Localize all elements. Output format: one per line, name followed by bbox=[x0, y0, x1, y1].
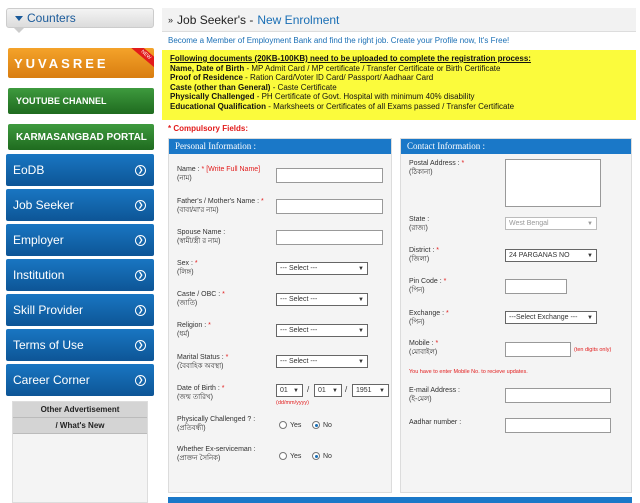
nav-item-skill-provider[interactable] bbox=[6, 294, 154, 326]
radio-selected-icon bbox=[312, 452, 320, 460]
mobile-label: Mobile : * (মোবাইল) bbox=[409, 340, 439, 356]
karmasangbad-portal-label: KARMASANGBAD PORTAL bbox=[16, 131, 147, 143]
page-title bbox=[162, 8, 636, 32]
chevron-down-icon: ▼ bbox=[587, 252, 593, 259]
chevron-right-icon: ❯ bbox=[135, 200, 146, 211]
physically-challenged-label: Physically Challenged ? : (প্রতিবন্ধী) bbox=[177, 416, 256, 432]
karmasangbad-portal-button[interactable] bbox=[8, 124, 154, 150]
email-label: E-mail Address : (ই-মেল) bbox=[409, 387, 460, 403]
youtube-channel-label: YOUTUBE CHANNEL bbox=[16, 96, 107, 106]
chevron-down-icon: ▼ bbox=[358, 358, 364, 365]
personal-information-panel bbox=[168, 138, 392, 493]
nav-label: Terms of Use bbox=[13, 338, 84, 352]
state-label: State : (রাজ্য) bbox=[409, 216, 430, 232]
main-content bbox=[162, 8, 636, 503]
marital-status-select[interactable]: --- Select --- ▼ bbox=[276, 355, 368, 368]
name-label: Name : * [Write Full Name] (নাম) bbox=[177, 166, 261, 182]
marital-status-label: Marital Status : * (বৈবাহিক অবস্থা) bbox=[177, 354, 229, 370]
radio-icon bbox=[279, 452, 287, 460]
chevron-right-icon: ❯ bbox=[135, 305, 146, 316]
spouse-name-label: Spouse Name : (স্বামী/স্ত্রী র নাম) bbox=[177, 229, 226, 245]
chevron-right-icon: ❯ bbox=[135, 235, 146, 246]
postal-address-textarea[interactable] bbox=[505, 159, 601, 207]
nav-label: Job Seeker bbox=[13, 198, 74, 212]
chevron-right-icon: ❯ bbox=[135, 340, 146, 351]
nav-item-eodb[interactable] bbox=[6, 154, 154, 186]
chevron-down-icon: ▼ bbox=[587, 220, 593, 227]
counters-header[interactable] bbox=[6, 8, 154, 28]
spouse-name-input[interactable] bbox=[276, 230, 383, 245]
chevron-right-icon: ❯ bbox=[135, 165, 146, 176]
district-select[interactable]: 24 PARGANAS NO ▼ bbox=[505, 249, 597, 262]
pin-code-input[interactable] bbox=[505, 279, 567, 294]
father-name-label: Father's / Mother's Name : * (বাবা/মা'র নাম) bbox=[177, 198, 264, 214]
pin-code-label: Pin Code : * (পিন) bbox=[409, 278, 447, 294]
counters-notch bbox=[14, 28, 24, 33]
father-name-input[interactable] bbox=[276, 199, 383, 214]
chevron-down-icon: ▼ bbox=[332, 387, 338, 394]
counters-label: Counters bbox=[27, 11, 76, 25]
ex-serviceman-label: Whether Ex-serviceman : (প্রাক্তন সৈনিক) bbox=[177, 446, 256, 462]
sex-select[interactable]: --- Select --- ▼ bbox=[276, 262, 368, 275]
religion-label: Religion : * (ধর্ম) bbox=[177, 322, 211, 338]
mobile-input[interactable] bbox=[505, 342, 571, 357]
radio-selected-icon bbox=[312, 421, 320, 429]
other-advertisement-box bbox=[12, 401, 148, 503]
yuvasree-label: YUVASREE bbox=[14, 55, 109, 71]
caste-select[interactable]: --- Select --- ▼ bbox=[276, 293, 368, 306]
radio-icon bbox=[279, 421, 287, 429]
dob-year-select[interactable]: 1951 ▼ bbox=[352, 384, 389, 397]
mobile-digits-hint: (ten digits only) bbox=[574, 347, 612, 353]
bottom-panel-header bbox=[168, 497, 632, 503]
triangle-down-icon bbox=[15, 16, 23, 21]
nav-item-job-seeker[interactable] bbox=[6, 189, 154, 221]
new-tag: NEW bbox=[130, 48, 154, 70]
state-select[interactable]: West Bengal ▼ bbox=[505, 217, 597, 230]
doc-line: Proof of Residence - Ration Card/Voter ID Card/ Passport/ Aadhaar Card bbox=[170, 73, 434, 82]
nav-label: Career Corner bbox=[13, 373, 90, 387]
dob-format-hint: (dd/mm/yyyy) bbox=[276, 400, 309, 406]
chevron-down-icon: ▼ bbox=[358, 265, 364, 272]
nav-item-institution[interactable] bbox=[6, 259, 154, 291]
ex-no-radio[interactable]: No bbox=[312, 452, 332, 460]
sidebar bbox=[6, 8, 154, 503]
ex-yes-radio[interactable]: Yes bbox=[279, 452, 301, 460]
chevron-right-icon: ❯ bbox=[135, 270, 146, 281]
youtube-channel-button[interactable] bbox=[8, 88, 154, 114]
mobile-update-note: You have to enter Mobile No. to recieve updates. bbox=[409, 369, 528, 375]
ph-no-radio[interactable]: No bbox=[312, 421, 332, 429]
contact-information-heading: Contact Information : bbox=[401, 139, 631, 154]
chevron-down-icon: ▼ bbox=[293, 387, 299, 394]
chevron-down-icon: ▼ bbox=[358, 296, 364, 303]
postal-address-label: Postal Address : * (ঠিকানা) bbox=[409, 160, 465, 176]
doc-line: Name, Date of Birth - MP Admit Card / MP certificate / Transfer Certificate or Birth Certificate bbox=[170, 63, 501, 73]
dob-month-select[interactable]: 01 ▼ bbox=[314, 384, 342, 397]
nav-label: Institution bbox=[13, 268, 65, 282]
email-input[interactable] bbox=[505, 388, 611, 403]
exchange-select[interactable]: ---Select Exchange --- ▼ bbox=[505, 311, 597, 324]
date-separator: / bbox=[345, 385, 348, 394]
documents-notice bbox=[162, 50, 636, 120]
documents-heading: Following documents (20KB-100KB) need to be uploaded to complete the registration process: bbox=[170, 54, 531, 63]
nav-label: Skill Provider bbox=[13, 303, 84, 317]
contact-information-panel bbox=[400, 138, 632, 493]
chevron-down-icon: ▼ bbox=[358, 327, 364, 334]
doc-line: Physically Challenged - PH Certificate of Govt. Hospital with minimum 40% disability bbox=[170, 92, 475, 101]
double-chevron-icon: » bbox=[168, 14, 174, 25]
title-prefix: Job Seeker's - bbox=[177, 12, 254, 27]
nav-label: EoDB bbox=[13, 163, 45, 177]
whats-new-heading[interactable]: / What's New bbox=[13, 418, 147, 434]
subline: Become a Member of Employment Bank and find the right job. Create your Profile now, It's Free! bbox=[168, 36, 510, 45]
ph-yes-radio[interactable]: Yes bbox=[279, 421, 301, 429]
dob-day-select[interactable]: 01 ▼ bbox=[276, 384, 303, 397]
aadhar-label: Aadhar number : bbox=[409, 419, 462, 426]
sex-label: Sex : * (লিঙ্গ) bbox=[177, 260, 198, 276]
nav-label: Employer bbox=[13, 233, 64, 247]
nav-item-terms-of-use[interactable] bbox=[6, 329, 154, 361]
aadhar-input[interactable] bbox=[505, 418, 611, 433]
caste-label: Caste / OBC : * (জাতি) bbox=[177, 291, 225, 307]
doc-line: Caste (other than General) - Caste Certificate bbox=[170, 82, 337, 92]
title-accent: New Enrolment bbox=[257, 12, 340, 27]
compulsory-fields-note: * Compulsory Fields: bbox=[168, 124, 249, 133]
other-advertisement-heading: Other Advertisement bbox=[13, 402, 147, 418]
chevron-down-icon: ▼ bbox=[587, 314, 593, 321]
chevron-right-icon: ❯ bbox=[135, 375, 146, 386]
district-label: District : * (জিলা) bbox=[409, 247, 439, 263]
dob-label: Date of Birth : * (জন্ম তারিখ) bbox=[177, 385, 225, 401]
nav-item-employer[interactable] bbox=[6, 224, 154, 256]
nav-item-career-corner[interactable] bbox=[6, 364, 154, 396]
exchange-label: Exchange : * (পিন) bbox=[409, 310, 449, 326]
personal-information-heading: Personal Information : bbox=[169, 139, 391, 154]
doc-line: Educational Qualification - Marksheets or Certificates of all Exams passed / Transfer Certificate bbox=[170, 101, 515, 111]
religion-select[interactable]: --- Select --- ▼ bbox=[276, 324, 368, 337]
date-separator: / bbox=[307, 385, 310, 394]
chevron-down-icon: ▼ bbox=[379, 387, 385, 394]
yuvasree-banner[interactable] bbox=[8, 48, 154, 78]
name-input[interactable] bbox=[276, 168, 383, 183]
